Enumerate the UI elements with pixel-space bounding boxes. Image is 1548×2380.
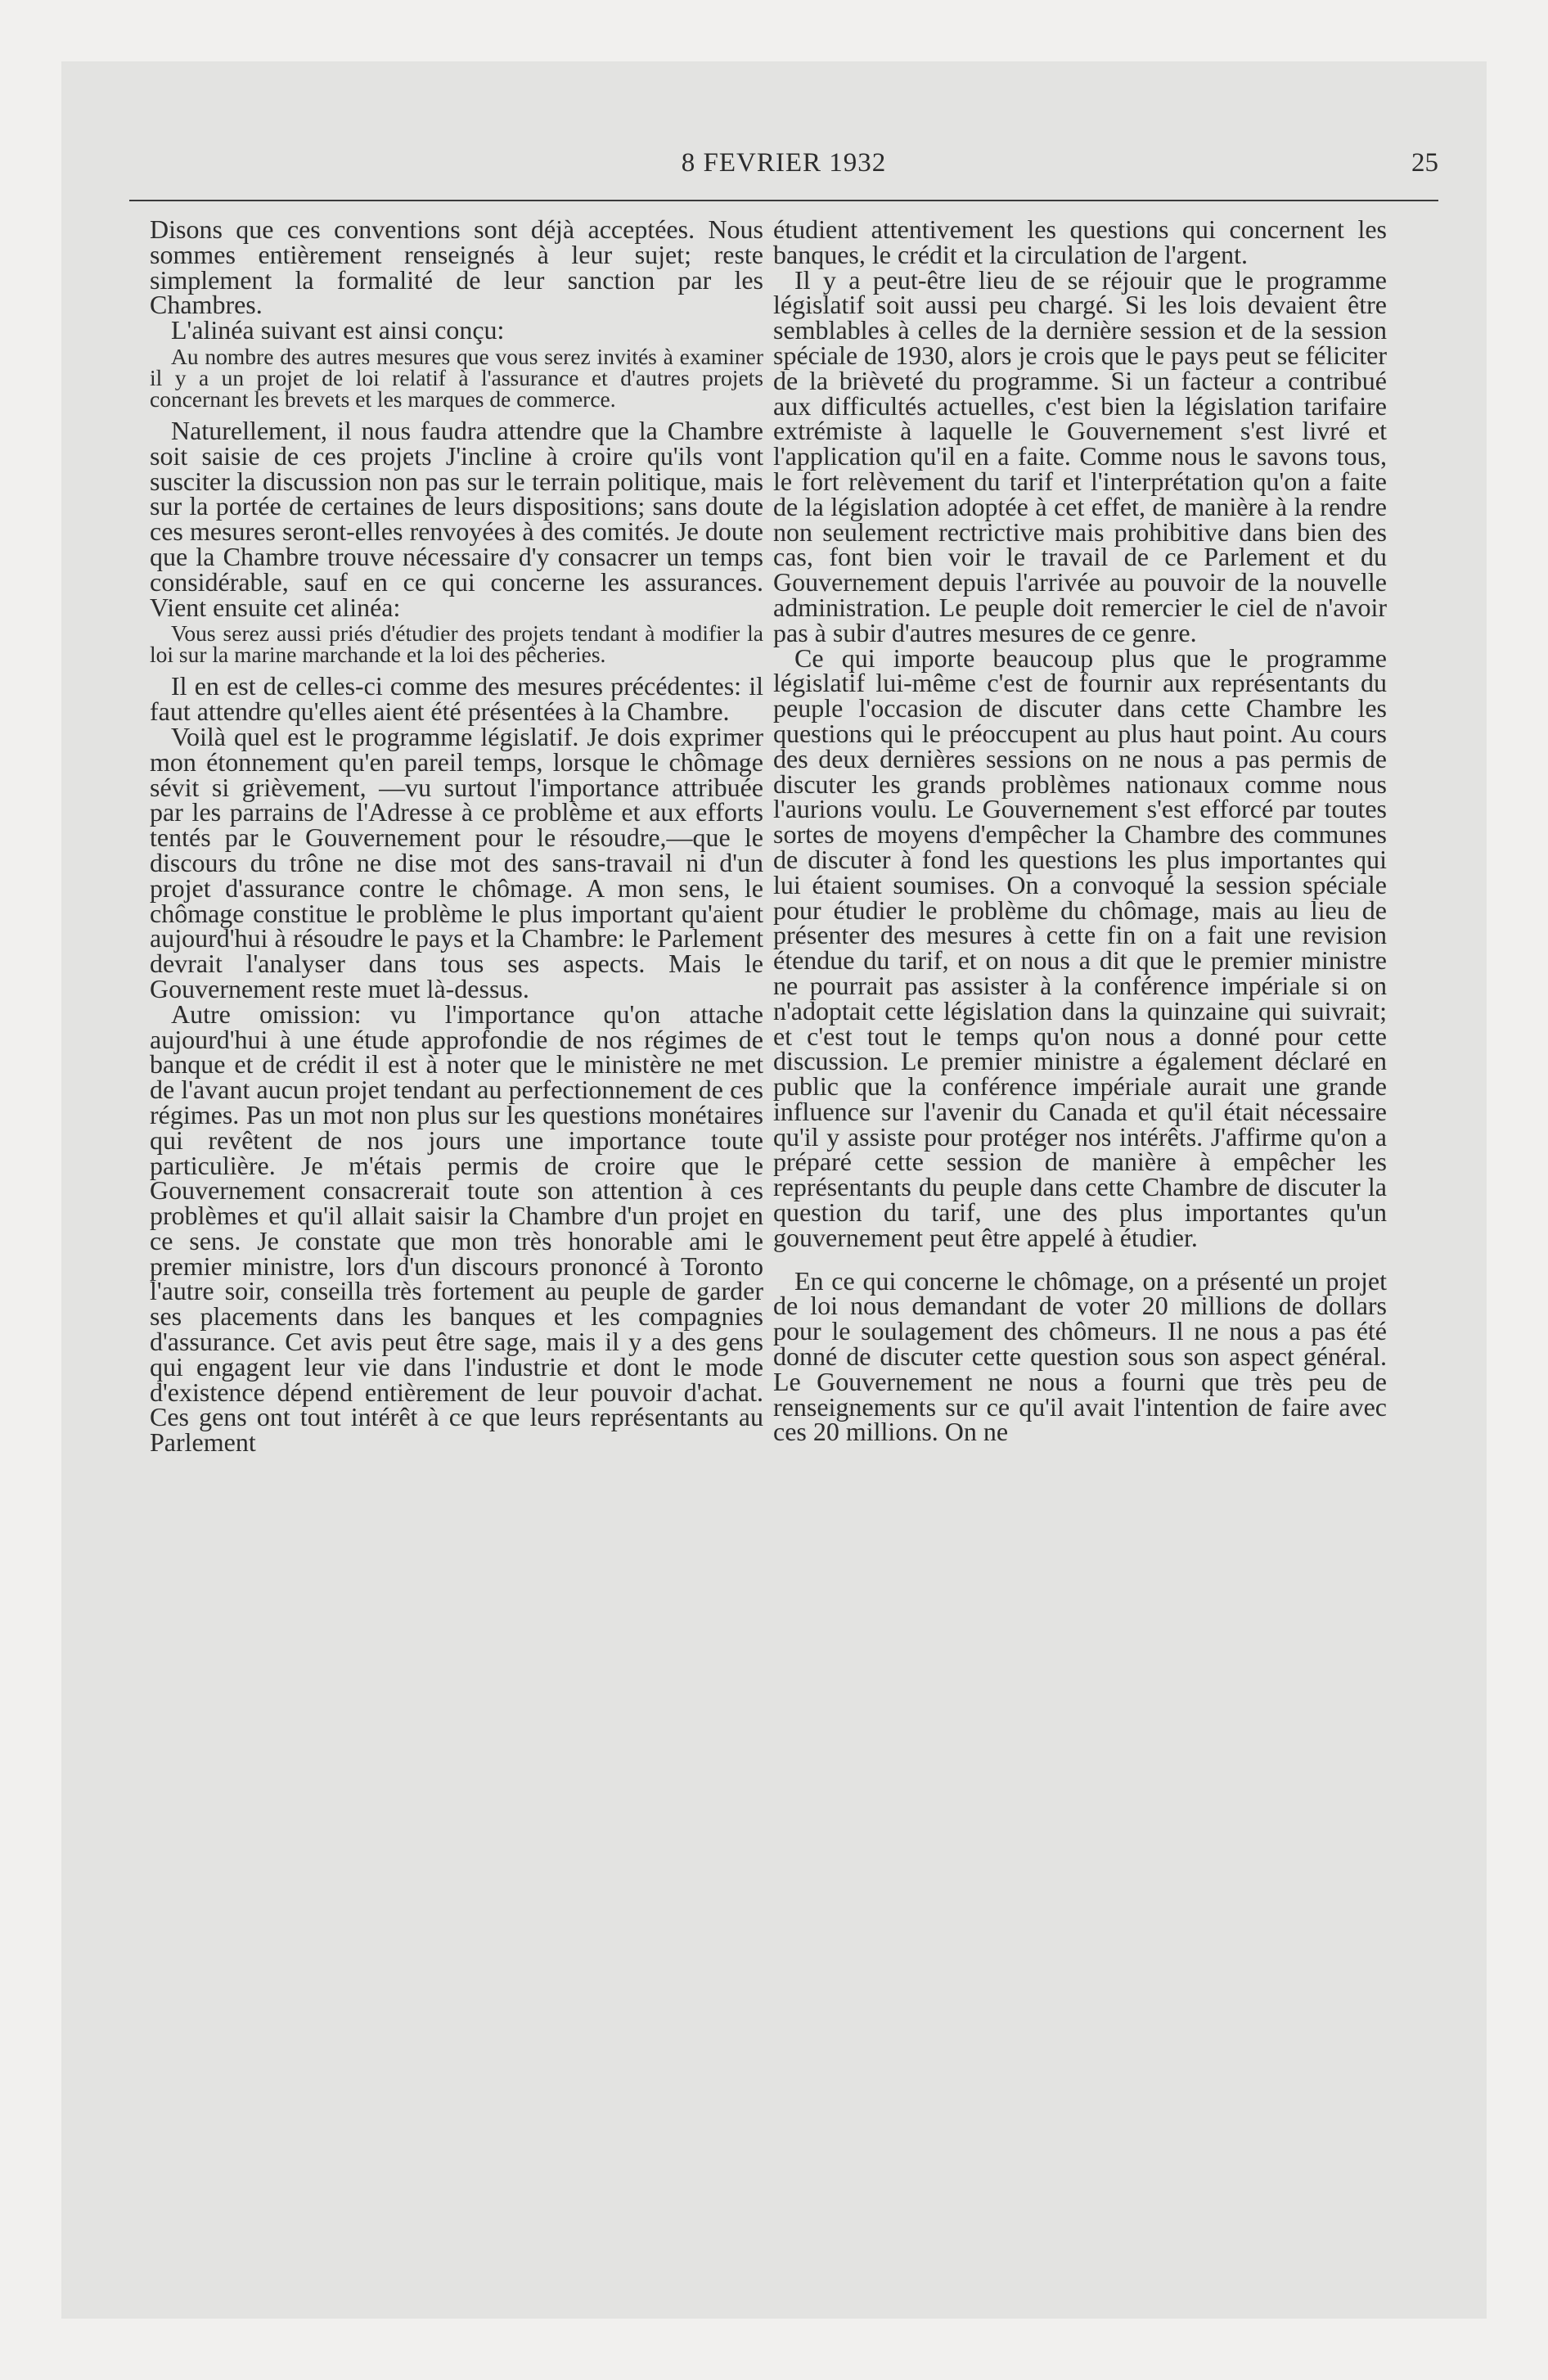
page-header <box>129 145 1438 186</box>
paragraph: Voilà quel est le programme législatif. Je dois exprimer mon étonnement qu'en pareil temps, lorsque le chômage sévit si grièvement, —vu surtout l'importance attribuée par les parrains de l'Adresse à ce problème et aux efforts tentés par le Gouvernement pour le résoudre,—que le discours du trône ne dise mot des sans-travail ni d'un projet d'assurance contre le chômage. A mon sens, le chômage constitue le problème le plus important qu'aient aujourd'hui à résoudre le pays et la Chambre: le Parlement devrait l'analyser dans tous ses aspects. Mais le Gouvernement reste muet là-dessus. <box>150 721 763 1003</box>
page-number: 25 <box>1411 148 1438 178</box>
paragraph: Il en est de celles-ci comme des mesures précédentes: il faut attendre qu'elles aient été présentées à la Chambre. <box>150 671 763 727</box>
quote: Au nombre des autres mesures que vous serez invités à examiner il y a un projet de loi relatif à l'assurance et d'autres projets concernant les brevets et les marques de commerce. <box>150 343 763 412</box>
paragraph: L'alinéa suivant est ainsi conçu: <box>171 315 505 345</box>
document-page <box>61 61 1487 2319</box>
paragraph: Autre omission: vu l'importance qu'on attache aujourd'hui à une étude approfondie de nos régimes de banque et de crédit il est à noter que le ministère ne met de l'avant aucun projet tendant au perfectionnement de ces régimes. Pas un mot non plus sur les questions monétaires qui revêtent de nos jours une importance toute particulière. Je m'étais permis de croire que le Gouvernement consacrerait toute son attention à ces problèmes et qu'il allait saisir la Chambre d'un projet en ce sens. Je constate que mon très honorable ami le premier ministre, lors d'un discours prononcé à Toronto l'autre soir, conseilla très fortement au peuple de garder ses placements dans les banques et les compagnies d'assurance. Cet avis peut être sage, mais il y a des gens qui engagent leur vie dans l'industrie et dont le mode d'existence dépend entièrement de leur pouvoir d'achat. Ces gens ont tout intérêt à ce que leurs représentants au Parlement <box>150 998 763 1458</box>
paragraph: Il y a peut-être lieu de se réjouir que le programme législatif soit aussi peu chargé. Si les lois devaient être semblables à celles de la dernière session et de la session spéciale de 1930, alors je crois que le pays peut se féliciter de la brièveté du programme. Si un facteur a contribué aux difficultés actuelles, c'est bien la législation tarifaire extrémiste à laquelle le Gouvernement s'est livré et l'application qu'il en a faite. Comme nous le savons tous, le fort relèvement du tarif et l'interprétation qu'on a faite de la législation adoptée à cet effet, de manière à la rendre non seulement rectrictive mais prohibitive dans bien des cas, font bien voir le travail de ce Parlement et du Gouvernement depuis l'arrivée au pouvoir de la nouvelle administration. Le peuple doit remercier le ciel de n'avoir pas à subir d'autres mesures de ce genre. <box>773 264 1387 647</box>
quote: Vous serez aussi priés d'étudier des projets tendant à modifier la loi sur la marine marchande et la loi des pêcheries. <box>150 620 763 668</box>
left-column <box>150 214 763 1458</box>
paragraph: Naturellement, il nous faudra attendre que la Chambre soit saisie de ces projets J'incline à croire qu'ils vont susciter la discussion non pas sur le terrain politique, mais sur la portée de certaines de leurs dispositions; sans doute ces mesures seront-elles renvoyées à des comités. Je doute que la Chambre trouve nécessaire d'y consacrer un temps considérable, sauf en ce qui concerne les assurances. Vient ensuite cet alinéa: <box>150 415 763 622</box>
paragraph: étudient attentivement les questions qui concernent les banques, le crédit et la circulation de l'argent. <box>773 214 1387 269</box>
paragraph: Disons que ces conventions sont déjà acceptées. Nous sommes entièrement renseignés à leur sujet; reste simplement la formalité de leur sanction par les Chambres. <box>150 214 763 320</box>
paragraph: Ce qui importe beaucoup plus que le programme législatif lui-même c'est de fournir aux représentants du peuple l'occasion de discuter dans cette Chambre les questions qui le préoccupent au plus haut point. Au cours des deux dernières sessions on ne nous a pas permis de discuter les grands problèmes nationaux comme nous l'aurions voulu. Le Gouvernement s'est efforcé par toutes sortes de moyens d'empêcher la Chambre des communes de discuter à fond les questions les plus importantes qui lui étaient soumises. On a convoqué la session spéciale pour étudier le problème du chômage, mais au lieu de présenter des mesures à cette fin on a fait une revision étendue du tarif, et on nous a dit que le premier ministre ne pourrait pas assister à la conférence impériale si on n'adoptait cette législation dans la quinzaine qui suivrait; et c'est tout le temps qu'on nous a donné pour cette discussion. Le premier ministre a également déclaré en public que la conférence impériale aurait une grande influence sur l'avenir du Canada et qu'il était nécessaire qu'il y assiste pour protéger nos intérêts. J'affirme qu'on a préparé cette session de manière à empêcher les représentants du peuple dans cette Chambre de discuter la question du tarif, une des plus importantes qu'un gouvernement peut être appelé à étudier. <box>773 642 1387 1252</box>
header-rule <box>129 200 1438 201</box>
page-date-title: 8 FEVRIER 1932 <box>681 148 887 178</box>
paragraph: En ce qui concerne le chômage, on a présenté un projet de loi nous demandant de voter 20 millions de dollars pour le soulagement des chômeurs. Il ne nous a pas été donné de discuter cette question sous son aspect général. Le Gouvernement ne nous a fourni que très peu de renseignements sur ce qu'il avait l'intention de faire avec ces 20 millions. On ne <box>773 1265 1387 1447</box>
right-column <box>773 214 1387 1447</box>
